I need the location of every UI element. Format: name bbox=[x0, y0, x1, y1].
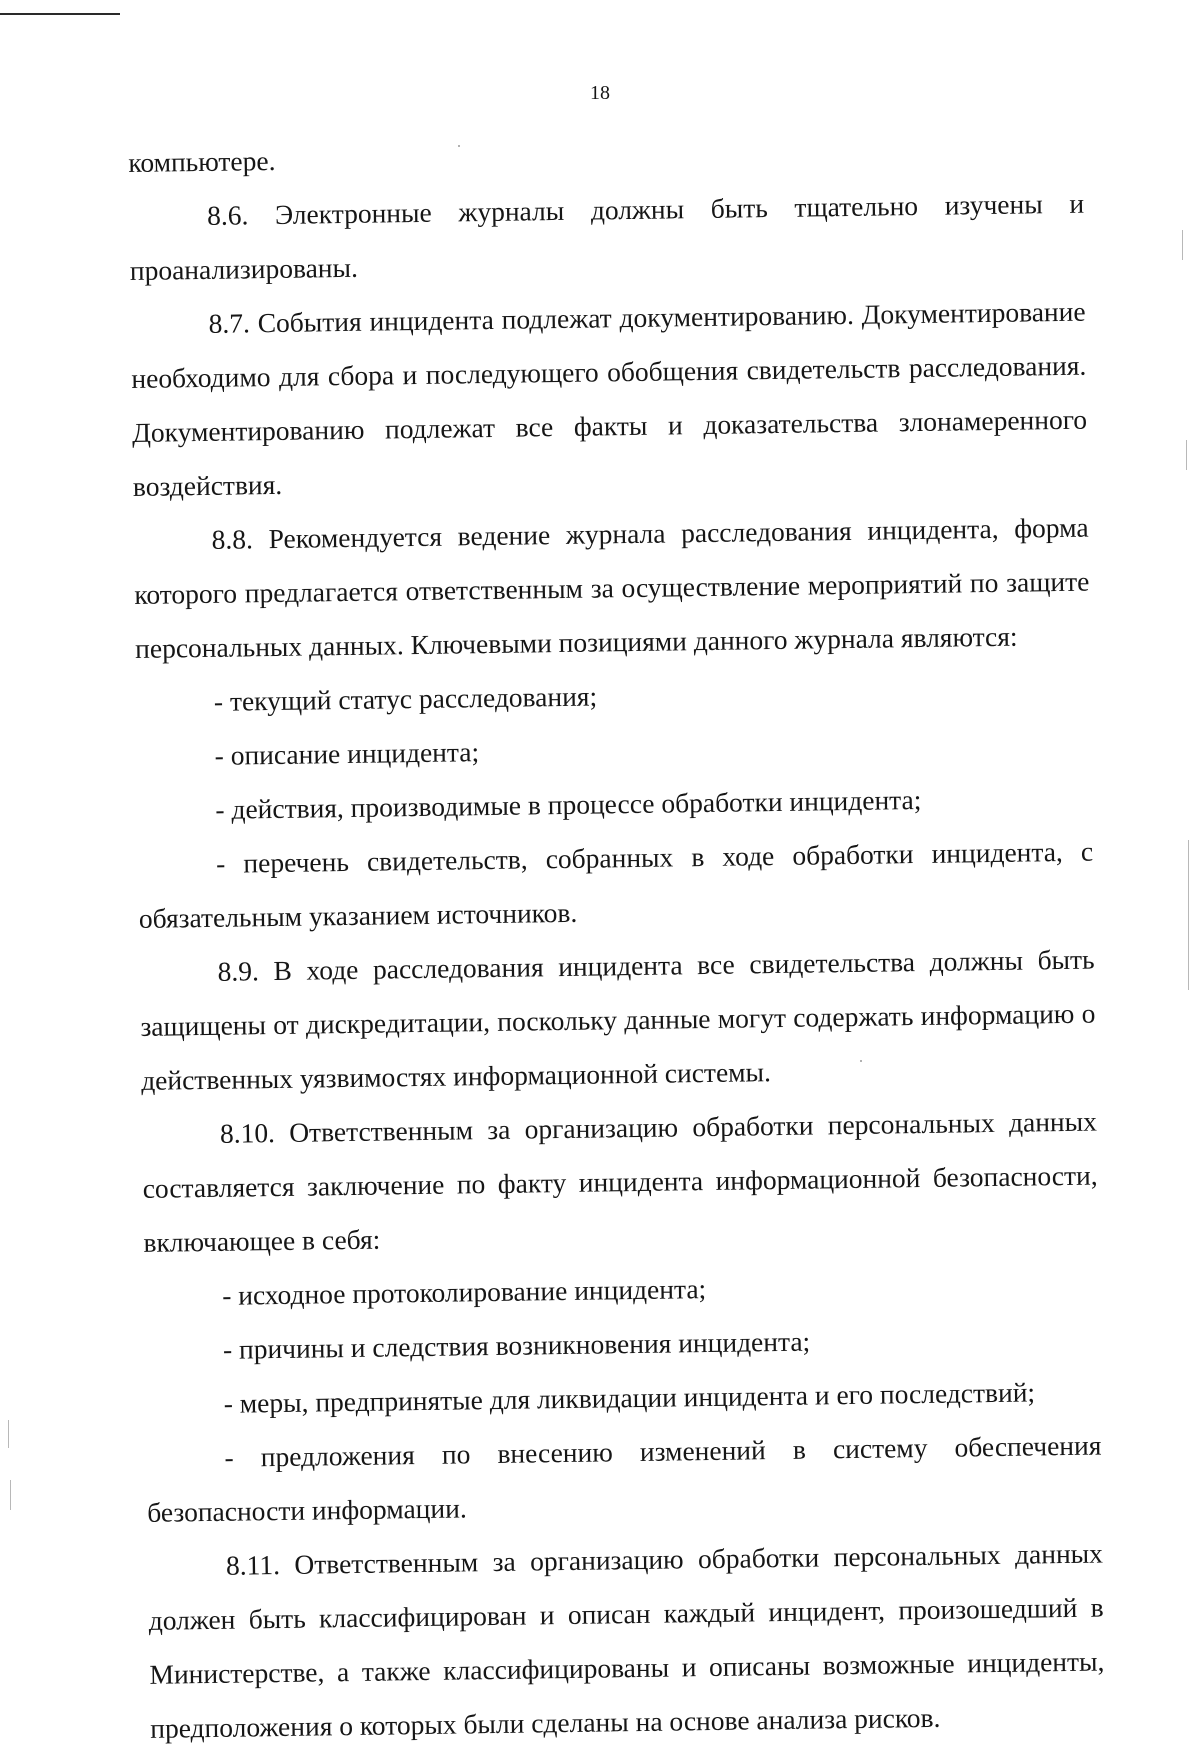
paragraph-8-9: 8.9. В ходе расследования инцидента все свидетельства должны быть защищены от дискредитации, поскольку данные могут содержать информацию о действенных уязвимостях информационной системы. bbox=[140, 943, 1096, 1096]
scan-edge-mark bbox=[8, 1420, 9, 1448]
list-item-actions: - действия, производимые в процессе обработки инцидента; bbox=[215, 783, 922, 825]
list-item-proposals: - предложения по внесению изменений в систему обеспечения безопасности информации. bbox=[147, 1429, 1102, 1528]
scan-edge-mark bbox=[1188, 840, 1189, 990]
paragraph-8-10: 8.10. Ответственным за организацию обработки персональных данных составляется заключение по факту инцидента информационной безопасности, включающее в себя: bbox=[142, 1105, 1098, 1258]
list-item-status: - текущий статус расследования; bbox=[213, 680, 598, 717]
scan-speck bbox=[860, 1060, 862, 1062]
document-body bbox=[128, 123, 1106, 1756]
list-item-description: - описание инцидента; bbox=[214, 736, 480, 771]
scan-speck bbox=[458, 145, 460, 147]
scan-edge-mark bbox=[1186, 440, 1187, 470]
paragraph-8-7: 8.7. События инцидента подлежат документированию. Документирование необходимо для сбора и последующего обобщения свидетельств расследования. Документированию подлежат все факты и доказательства злонамеренного воздействия. bbox=[131, 295, 1088, 502]
scan-edge-mark bbox=[10, 1480, 11, 1510]
list-item-evidence: - перечень свидетельств, собранных в ходе обработки инцидента, с обязательным указанием источников. bbox=[138, 835, 1094, 934]
paragraph-8-6: 8.6. Электронные журналы должны быть тщательно изучены и проанализированы. bbox=[129, 187, 1085, 286]
list-item-causes: - причины и следствия возникновения инцидента; bbox=[222, 1325, 811, 1365]
paragraph-8-11: 8.11. Ответственным за организацию обработки персональных данных должен быть классифицирован и описан каждый инцидент, произошедший в Министерстве, а также классифицированы и описаны возможные инциденты, предположения о которых были сделаны на основе анализа рисков. bbox=[148, 1537, 1105, 1744]
list-item-logging: - исходное протоколирование инцидента; bbox=[221, 1273, 707, 1311]
scan-edge-mark bbox=[1182, 230, 1183, 260]
scan-edge-line bbox=[0, 13, 120, 15]
page-number: 18 bbox=[590, 82, 610, 104]
paragraph-continuation: компьютере. bbox=[128, 144, 276, 178]
list-item-measures: - меры, предпринятые для ликвидации инцидента и его последствий; bbox=[223, 1376, 1036, 1419]
paragraph-8-8: 8.8. Рекомендуется ведение журнала расследования инцидента, форма которого предлагается ответственным за осуществление мероприятий по защите персональных данных. Ключевыми позициями данного журнала являются: bbox=[134, 511, 1090, 664]
